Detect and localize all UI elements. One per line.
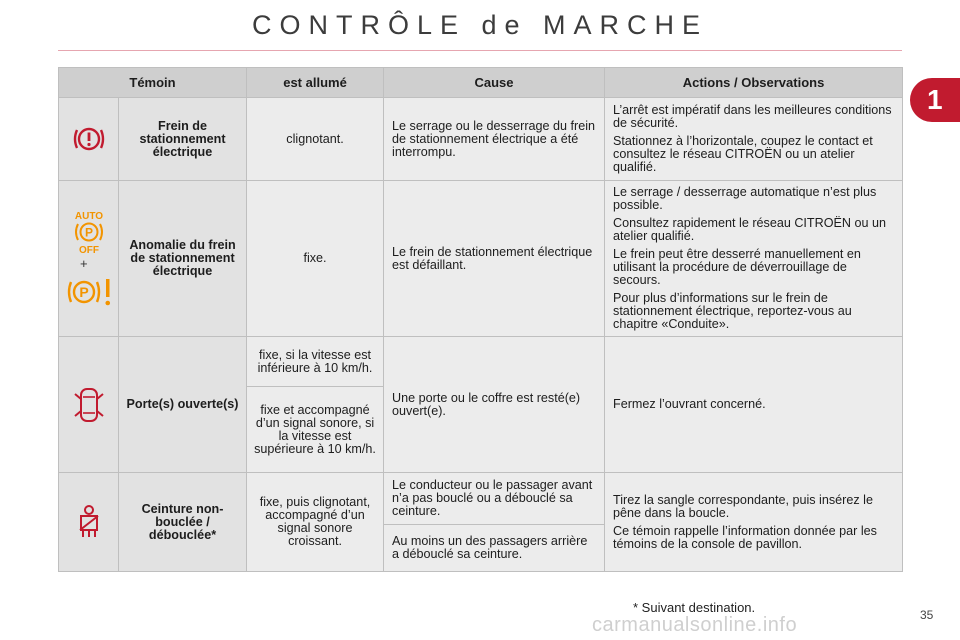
- title-divider: [58, 50, 902, 51]
- table-row: [59, 98, 903, 181]
- action-paragraph: Consultez rapidement le réseau CITROËN ou un atelier qualifié.: [613, 216, 887, 243]
- lit-state: fixe et accompagné d’un signal sonore, si la vitesse est supérieure à 10 km/h.: [247, 387, 384, 473]
- indicator-name: Anomalie du frein de stationnement électrique: [119, 181, 247, 337]
- table-row: [59, 473, 903, 525]
- col-header-actions: Actions / Observations: [605, 68, 903, 98]
- col-header-allume: est allumé: [247, 68, 384, 98]
- svg-text:P: P: [84, 225, 93, 240]
- actions-text: [605, 337, 903, 473]
- lit-state: fixe, puis clignotant, accompagné d’un signal sonore croissant.: [247, 473, 384, 572]
- icon-cell: [59, 337, 119, 473]
- off-label: OFF: [78, 245, 99, 255]
- cause-text: Le serrage ou le desserrage du frein de stationnement électrique a été interrompu.: [384, 98, 605, 181]
- action-paragraph: L’arrêt est impératif dans les meilleures conditions de sécurité.: [613, 103, 892, 130]
- action-paragraph: Stationnez à l’horizontale, coupez le contact et consultez le réseau CITROËN ou un atelier qualifié.: [613, 134, 873, 174]
- watermark: carmanualsonline.info: [592, 614, 798, 636]
- icon-cell: [59, 181, 119, 337]
- lit-state: fixe.: [247, 181, 384, 337]
- svg-text:P: P: [78, 284, 89, 300]
- col-header-temoin: Témoin: [59, 68, 247, 98]
- cause-text: Le frein de stationnement électrique est défaillant.: [384, 181, 605, 337]
- actions-text: [605, 473, 903, 572]
- footnote: * Suivant destination.: [633, 600, 756, 615]
- auto-label: AUTO: [74, 211, 103, 222]
- indicator-name: Frein de stationnement électrique: [119, 98, 247, 181]
- parking-brake-fault-icon: [64, 276, 114, 308]
- cause-text: Le conducteur ou le passager avant n’a pas bouclé ou a débouclé sa ceinture.: [384, 473, 605, 525]
- table-header-row: [59, 68, 903, 98]
- brake-warning-icon: [72, 124, 106, 154]
- actions-text: [605, 181, 903, 337]
- action-paragraph: Fermez l’ouvrant concerné.: [613, 397, 766, 411]
- table-row: [59, 337, 903, 387]
- action-paragraph: Le frein peut être desserré manuellement en utilisant la procédure de déverrouillage de secours.: [613, 247, 861, 287]
- auto-p-off-icon: [72, 209, 106, 255]
- plus-sign: +: [80, 256, 88, 271]
- actions-text: [605, 98, 903, 181]
- warning-lights-table: [58, 67, 903, 572]
- cause-text: Au moins un des passagers arrière a débouclé sa ceinture.: [384, 525, 605, 572]
- lit-state: clignotant.: [247, 98, 384, 181]
- indicator-name: Ceinture non-bouclée / débouclée*: [119, 473, 247, 572]
- indicator-name: Porte(s) ouverte(s): [119, 337, 247, 473]
- lit-state: fixe, si la vitesse est inférieure à 10 km/h.: [247, 337, 384, 387]
- action-paragraph: Tirez la sangle correspondante, puis insérez le pêne dans la boucle.: [613, 492, 873, 520]
- page-number: 35: [920, 608, 934, 622]
- col-header-cause: Cause: [384, 68, 605, 98]
- cause-text: Une porte ou le coffre est resté(e) ouvert(e).: [384, 337, 605, 473]
- icon-cell: [59, 473, 119, 572]
- action-paragraph: Pour plus d’informations sur le frein de stationnement électrique, reportez-vous au chapitre «Conduite».: [613, 291, 852, 331]
- icon-cell: [59, 98, 119, 181]
- seatbelt-icon: [76, 504, 102, 540]
- door-open-icon: [74, 384, 104, 426]
- table-row: [59, 181, 903, 337]
- chapter-tab[interactable]: 1: [910, 78, 960, 122]
- action-paragraph: Le serrage / desserrage automatique n’est plus possible.: [613, 185, 877, 212]
- action-paragraph: Ce témoin rappelle l’information donnée par les témoins de la console de pavillon.: [613, 523, 877, 551]
- page-title: CONTRÔLE de MARCHE: [251, 10, 709, 40]
